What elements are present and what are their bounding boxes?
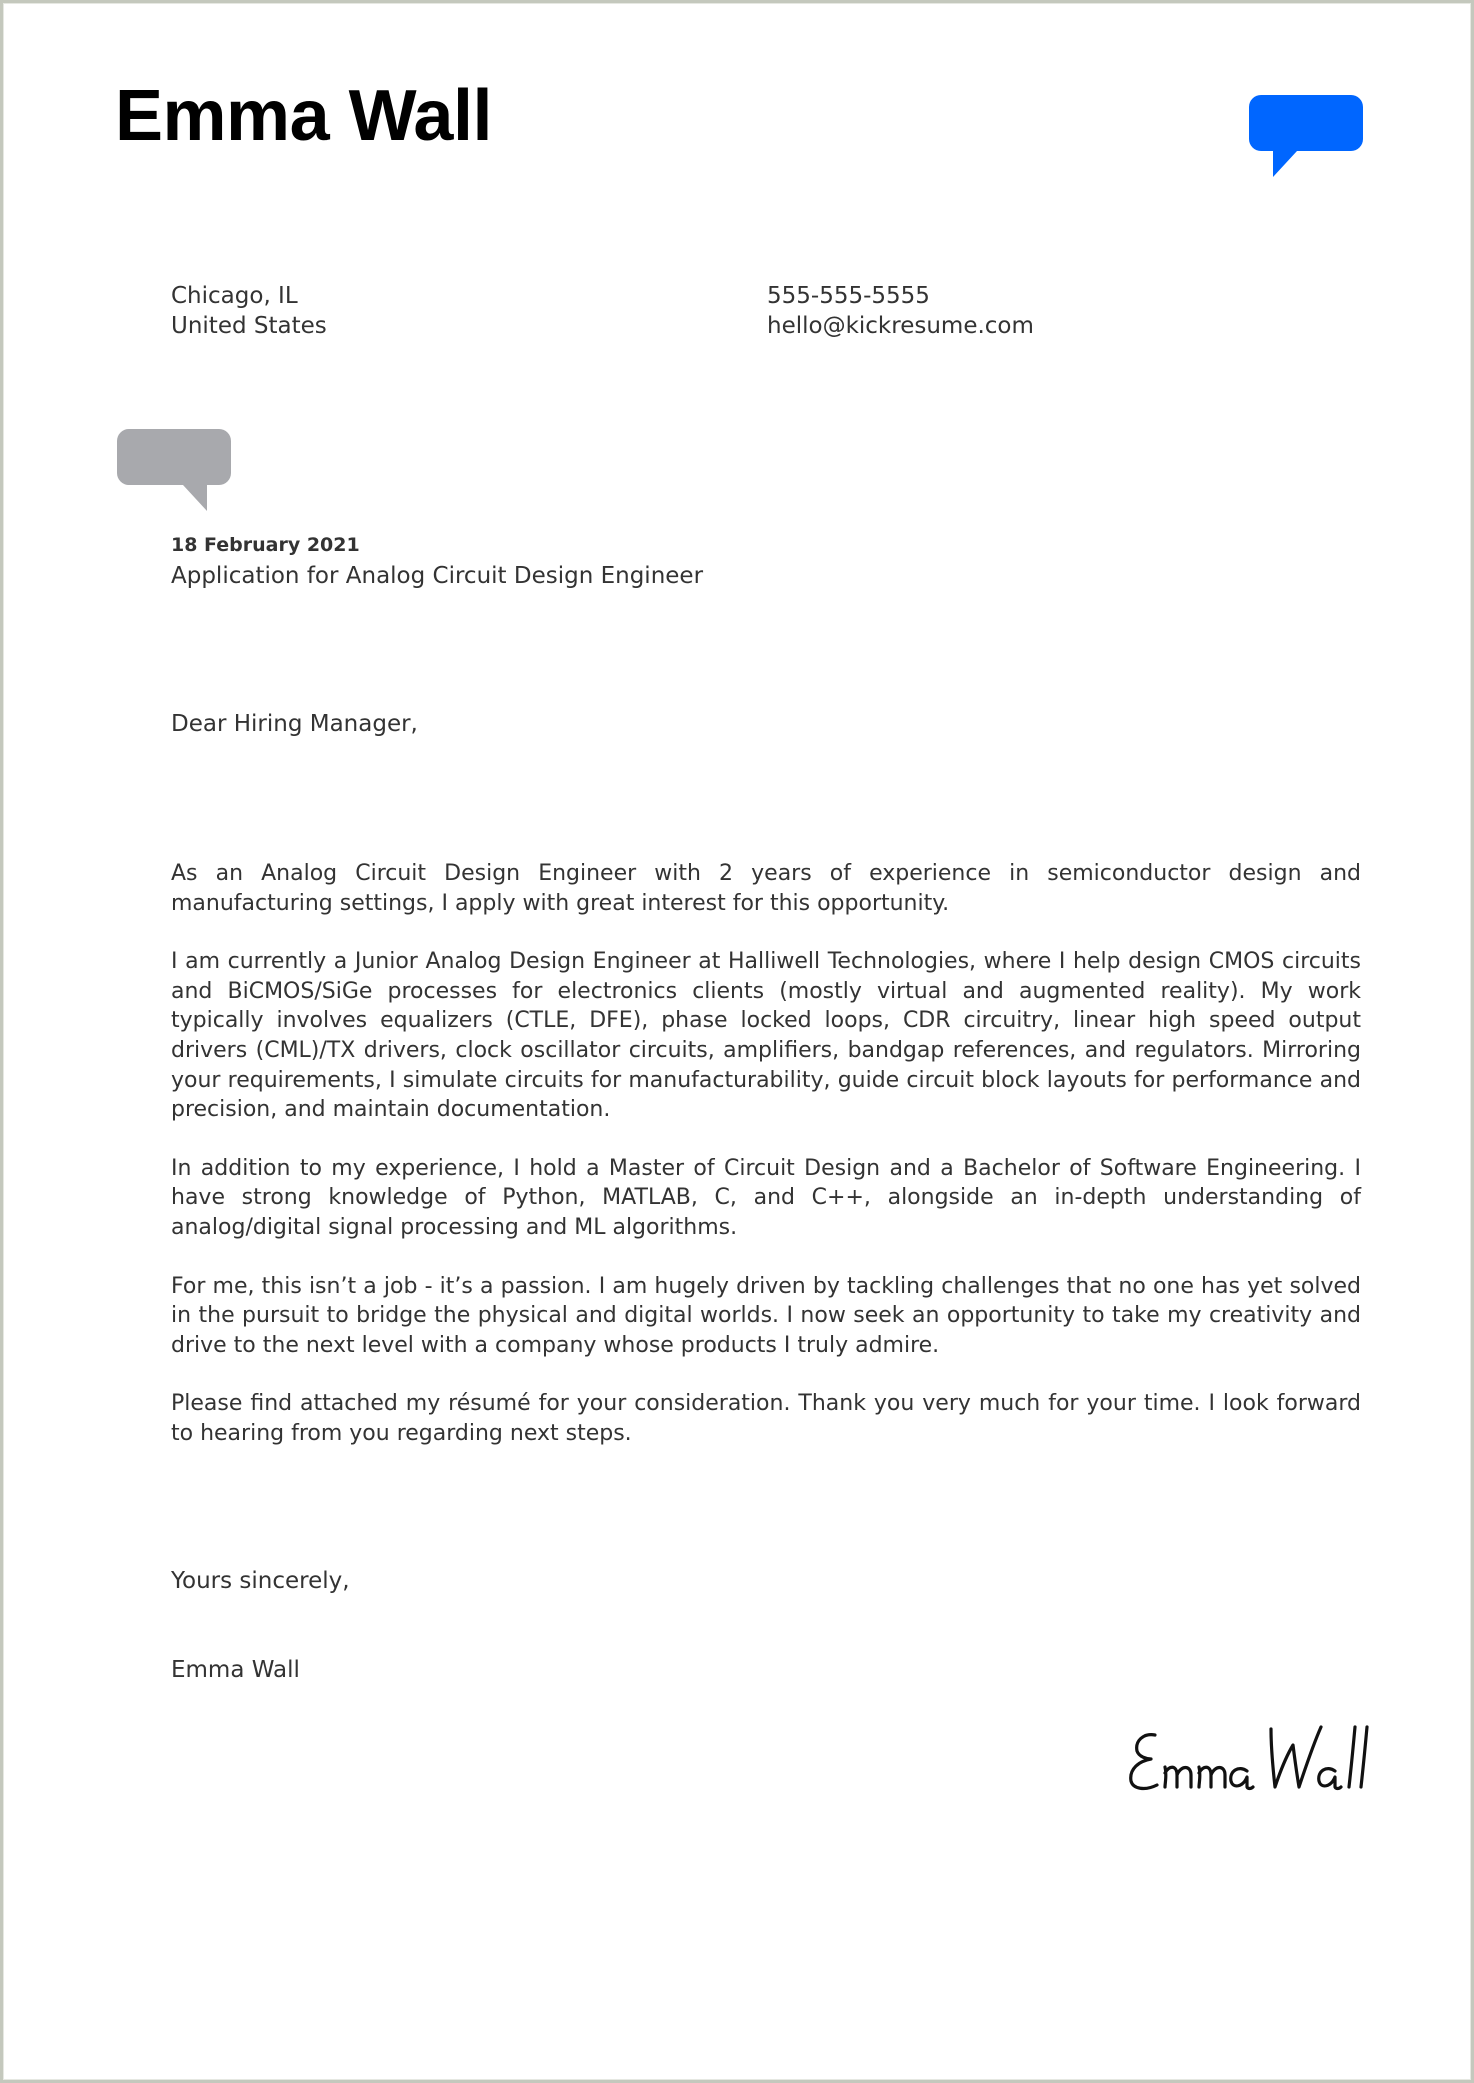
contact-country: United States xyxy=(171,313,327,339)
signature-stroke xyxy=(1349,1727,1355,1787)
signed-name: Emma Wall xyxy=(171,1657,300,1683)
speech-bubble-icon xyxy=(1247,93,1365,179)
signature-stroke xyxy=(1361,1727,1367,1787)
applicant-name: Emma Wall xyxy=(115,76,492,156)
contact-address xyxy=(171,281,327,341)
letter-date: 18 February 2021 xyxy=(171,534,360,556)
body-paragraph: Please find attached my résumé for your consideration. Thank you very much for your time. I look forward to hearing from you regarding next steps. xyxy=(171,1391,1361,1446)
signature-stroke xyxy=(1271,1727,1321,1787)
signature-stroke xyxy=(1231,1769,1253,1789)
contact-email: hello@kickresume.com xyxy=(767,313,1034,339)
signature-stroke xyxy=(1319,1769,1341,1789)
signature-stroke xyxy=(1165,1767,1191,1787)
contact-city: Chicago, IL xyxy=(171,283,298,309)
handwritten-signature xyxy=(1121,1719,1371,1803)
body-paragraph: In addition to my experience, I hold a Master of Circuit Design and a Bachelor of Software Engineering. I have strong knowledge of Python, MATLAB, C, and C++, alongside an in-depth understanding of analog/digital signal processing and ML algorithms. xyxy=(171,1155,1361,1240)
speech-bubble-icon-shape xyxy=(1249,95,1363,177)
letter-subject: Application for Analog Circuit Design Engineer xyxy=(171,563,704,589)
contact-details xyxy=(767,281,1034,341)
contact-phone: 555-555-5555 xyxy=(767,283,930,309)
speech-bubble-icon-shape xyxy=(117,429,231,511)
salutation: Dear Hiring Manager, xyxy=(171,711,418,737)
body-paragraph: As an Analog Circuit Design Engineer with 2 years of experience in semiconductor design and manufacturing settings, I apply with great interest for this opportunity. xyxy=(171,861,1361,916)
signature-stroke xyxy=(1131,1735,1157,1789)
closing: Yours sincerely, xyxy=(171,1568,350,1594)
speech-bubble-icon xyxy=(115,427,233,513)
body-paragraph: I am currently a Junior Analog Design Engineer at Halliwell Technologies, where I help design CMOS circuits and BiCMOS/SiGe processes for electronics clients (mostly virtual and augmented reality). My work typically involves equalizers (CTLE, DFE), phase locked loops, CDR circuitry, linear high speed output drivers (CML)/TX drivers, clock oscillator circuits, amplifiers, bandgap references, and regulators. Mirroring your requirements, I simulate circuits for manufacturability, guide circuit block layouts for performance and precision, and maintain documentation. xyxy=(171,949,1361,1123)
signature-stroke xyxy=(1199,1767,1225,1787)
body-paragraph: For me, this isn’t a job - it’s a passion. I am hugely driven by tackling challenges that no one has yet solved in the pursuit to bridge the physical and digital worlds. I now seek an opportunity to take my creativity and drive to the next level with a company whose products I truly admire. xyxy=(171,1273,1361,1358)
letter-body xyxy=(171,859,1361,1478)
